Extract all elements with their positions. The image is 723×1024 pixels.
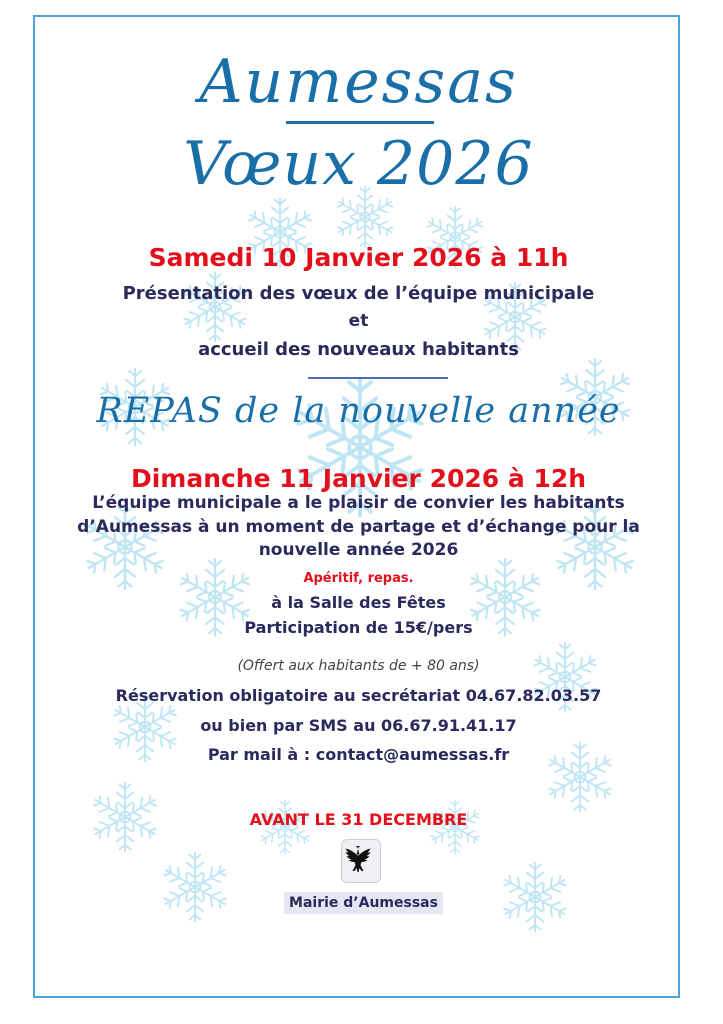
voeux-line-1: Présentation des vœux de l’équipe municipale xyxy=(122,283,595,304)
poster-content xyxy=(35,17,680,998)
deadline-notice: AVANT LE 31 DECEMBRE xyxy=(249,810,468,829)
poster-frame xyxy=(33,15,680,998)
eagle-crest-icon xyxy=(341,839,381,883)
title-voeux: Vœux 2026 xyxy=(183,129,534,199)
reservation-phone: Réservation obligatoire au secrétariat 04.67.82.03.57 xyxy=(115,686,602,705)
title-divider xyxy=(286,121,434,124)
section-divider xyxy=(308,377,448,379)
salle-location: à la Salle des Fêtes xyxy=(271,593,446,612)
repas-date: Dimanche 11 Janvier 2026 à 12h xyxy=(130,464,587,493)
repas-text-2: d’Aumessas à un moment de partage et d’échange pour la xyxy=(77,517,640,537)
repas-title: REPAS de la nouvelle année xyxy=(96,391,621,431)
offert-note: (Offert aux habitants de + 80 ans) xyxy=(237,658,480,674)
repas-text-3: nouvelle année 2026 xyxy=(258,540,459,560)
participation-price: Participation de 15€/pers xyxy=(244,618,473,637)
aperitif-note: Apéritif, repas. xyxy=(303,571,414,586)
voeux-line-2: et xyxy=(348,311,369,331)
voeux-date: Samedi 10 Janvier 2026 à 11h xyxy=(148,243,569,272)
reservation-sms: ou bien par SMS au 06.67.91.41.17 xyxy=(200,716,517,735)
title-village: Aumessas xyxy=(199,47,518,117)
reservation-mail: Par mail à : contact@aumessas.fr xyxy=(207,745,510,764)
voeux-line-3: accueil des nouveaux habitants xyxy=(198,339,519,360)
repas-text-1: L’équipe municipale a le plaisir de convier les habitants xyxy=(92,493,625,513)
mairie-signature: Mairie d’Aumessas xyxy=(284,892,443,914)
